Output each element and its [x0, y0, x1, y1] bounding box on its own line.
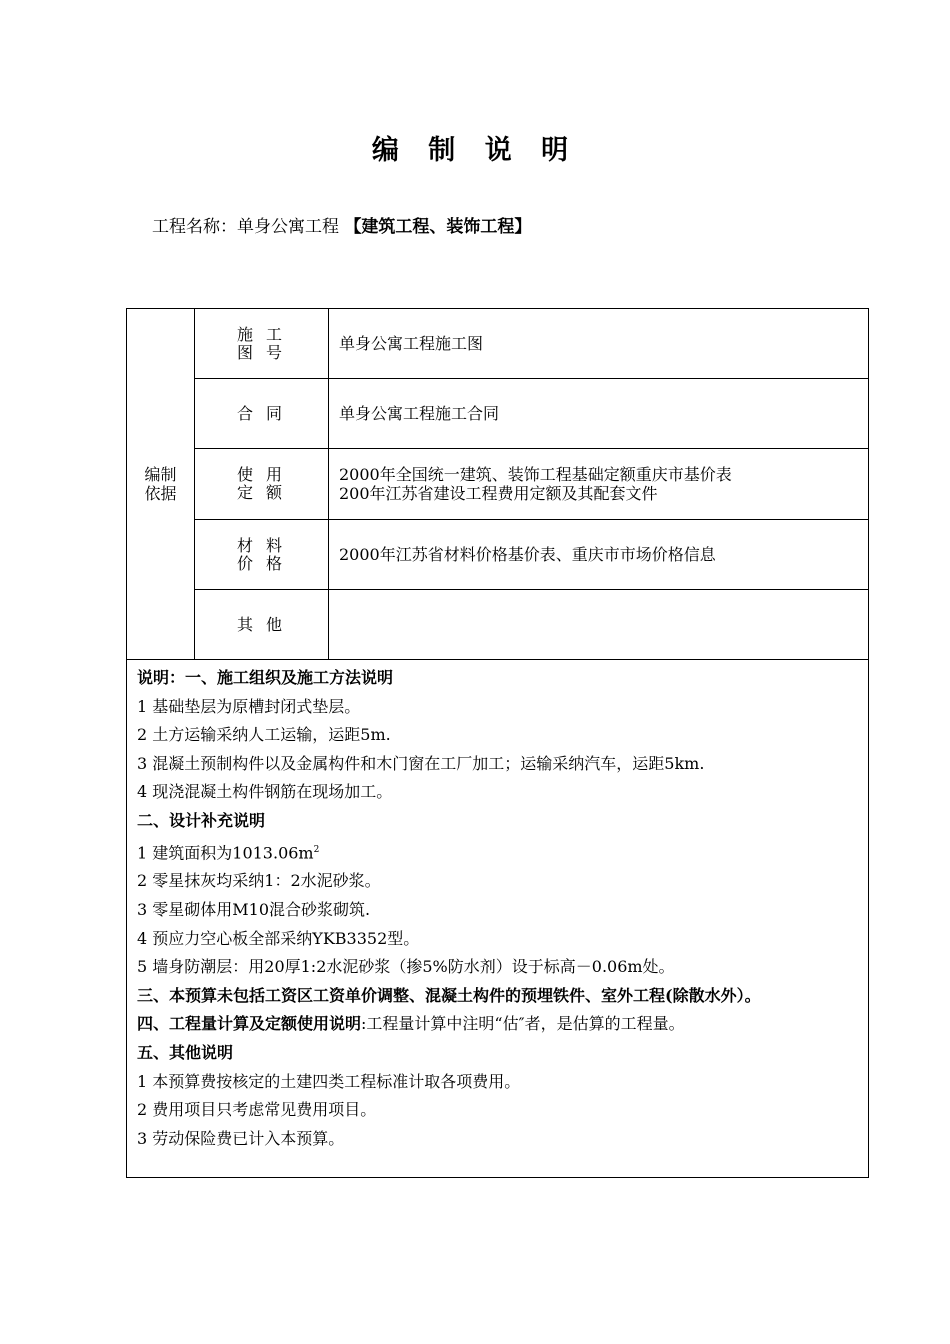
notes-item: 1 本预算费按核定的土建四类工程标准计取各项费用。 — [137, 1071, 521, 1091]
notes-item: 3 劳动保险费已计入本预算。 — [137, 1128, 345, 1148]
basis-label-contract: 合 同 — [195, 379, 329, 449]
notes-heading-2: 二、设计补充说明 — [137, 810, 266, 830]
basis-value-drawing: 单身公寓工程施工图 — [329, 309, 869, 379]
project-name: 工程名称：单身公寓工程 — [152, 217, 339, 237]
notes-heading-5: 五、其他说明 — [137, 1043, 234, 1063]
notes-item: 5 墙身防潮层：用20厚1:2水泥砂浆（掺5%防水剂）设于标高－0.06m处。 — [137, 957, 675, 977]
basis-row-material-price — [127, 520, 869, 590]
project-scope: 【建筑工程、装饰工程】 — [344, 217, 532, 237]
notes-item: 2 费用项目只考虑常见费用项目。 — [137, 1100, 377, 1120]
basis-value-other — [329, 590, 869, 660]
notes-item-area: 1 建筑面积为$1013.06m^2$ — [137, 842, 320, 862]
basis-row-other — [127, 590, 869, 660]
page-title: 编 制 说 明 — [371, 135, 579, 166]
basis-row-quota — [127, 449, 869, 520]
basis-value-contract: 单身公寓工程施工合同 — [329, 379, 869, 449]
notes-section — [126, 660, 869, 1178]
basis-group-label: 编制 依据 — [127, 309, 195, 660]
basis-label-material-price: 材 料 价 格 — [195, 520, 329, 590]
basis-label-other: 其 他 — [195, 590, 329, 660]
notes-heading-4: 四、工程量计算及定额使用说明 — [137, 1014, 362, 1034]
project-name-line — [152, 212, 531, 237]
notes-item: 4 现浇混凝土构件钢筋在现场加工。 — [137, 782, 393, 802]
basis-row-contract — [127, 379, 869, 449]
notes-item: 3 混凝土预制构件以及金属构件和木门窗在工厂加工；运输采纳汽车，运距5km. — [137, 753, 705, 773]
basis-value-material-price: 2000年江苏省材料价格基价表、重庆市市场价格信息 — [329, 520, 869, 590]
notes-item: 1 基础垫层为原槽封闭式垫层。 — [137, 696, 361, 716]
basis-label-drawing: 施 工 图 号 — [195, 309, 329, 379]
notes-heading-3: 三、本预算未包括工资区工资单价调整、混凝土构件的预埋铁件、室外工程(除散水外）。 — [137, 985, 761, 1005]
basis-table — [126, 308, 869, 660]
basis-row-drawing — [127, 309, 869, 379]
notes-heading-4-line — [137, 1010, 858, 1039]
basis-value-quota: 2000年全国统一建筑、装饰工程基础定额重庆市基价表 200年江苏省建设工程费用定额及其配套文件 — [329, 449, 869, 520]
notes-item: 2 土方运输采纳人工运输，运距5m. — [137, 725, 391, 745]
notes-heading-1: 说明：一、施工组织及施工方法说明 — [137, 668, 394, 687]
notes-item: 4 预应力空心板全部采纳YKB3352型。 — [137, 928, 420, 948]
notes-heading-4-text: :工程量计算中注明“估″者，是估算的工程量。 — [361, 1014, 685, 1034]
basis-label-quota: 使 用 定 额 — [195, 449, 329, 520]
notes-item: 3 零星砌体用M10混合砂浆砌筑. — [137, 900, 371, 920]
notes-item: 2 零星抹灰均采纳1：2水泥砂浆。 — [137, 871, 381, 891]
